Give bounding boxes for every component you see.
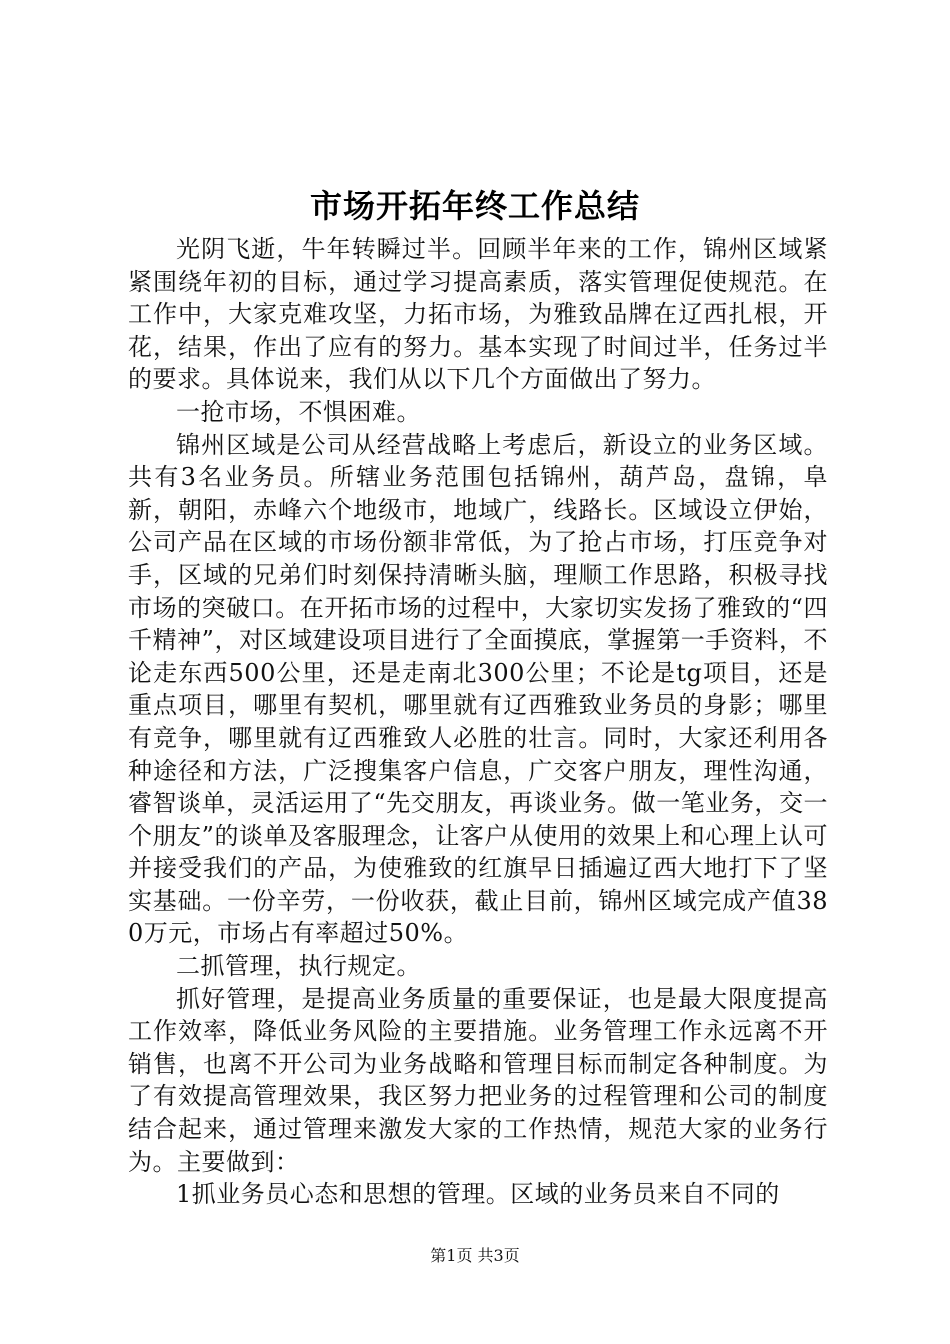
document-body <box>128 233 828 1211</box>
paragraph-market: 锦州区域是公司从经营战略上考虑后，新设立的业务区域。共有3名业务员。所辖业务范围包括锦州，葫芦岛，盘锦，阜新，朝阳，赤峰六个地级市，地域广，线路长。区域设立伊始，公司产品在区域的市场份额非常低，为了抢占市场，打压竞争对手，区域的兄弟们时刻保持清晰头脑，理顺工作思路，积极寻找市场的突破口。在开拓市场的过程中，大家切实发扬了雅致的“四千精神”，对区域建设项目进行了全面摸底，掌握第一手资料，不论走东西500公里，还是走南北300公里；不论是tg项目，还是重点项目，哪里有契机，哪里就有辽西雅致业务员的身影；哪里有竞争，哪里就有辽西雅致人必胜的壮言。同时，大家还利用各种途径和方法，广泛搜集客户信息，广交客户朋友，理性沟通，睿智谈单，灵活运用了“先交朋友，再谈业务。做一笔业务，交一个朋友”的谈单及客服理念，让客户从使用的效果上和心理上认可并接受我们的产品，为使雅致的红旗早日插遍辽西大地打下了坚实基础。一份辛劳，一份收获，截止目前，锦州区域完成产值380万元，市场占有率超过50%。 <box>128 430 828 948</box>
paragraph-heading-2: 二抓管理，执行规定。 <box>176 952 421 981</box>
paragraph-intro: 光阴飞逝，牛年转瞬过半。回顾半年来的工作，锦州区域紧紧围绕年初的目标，通过学习提高素质，落实管理促使规范。在工作中，大家克难攻坚，力拓市场，为雅致品牌在辽西扎根，开花，结果，作出了应有的努力。基本实现了时间过半，任务过半的要求。具体说来，我们从以下几个方面做出了努力。 <box>128 235 828 394</box>
page-footer: 第1页 共3页 <box>430 1246 520 1265</box>
document-title: 市场开拓年终工作总结 <box>309 187 640 225</box>
paragraph-item-1: 1抓业务员心态和思想的管理。区域的业务员来自不同的 <box>176 1180 780 1209</box>
paragraph-heading-1: 一抢市场，不惧困难。 <box>176 397 421 426</box>
paragraph-management: 抓好管理，是提高业务质量的重要保证，也是最大限度提高工作效率，降低业务风险的主要措施。业务管理工作永远离不开销售，也离不开公司为业务战略和管理目标而制定各种制度。为了有效提高管理效果，我区努力把业务的过程管理和公司的制度结合起来，通过管理来激发大家的工作热情，规范大家的业务行为。主要做到： <box>128 984 828 1176</box>
